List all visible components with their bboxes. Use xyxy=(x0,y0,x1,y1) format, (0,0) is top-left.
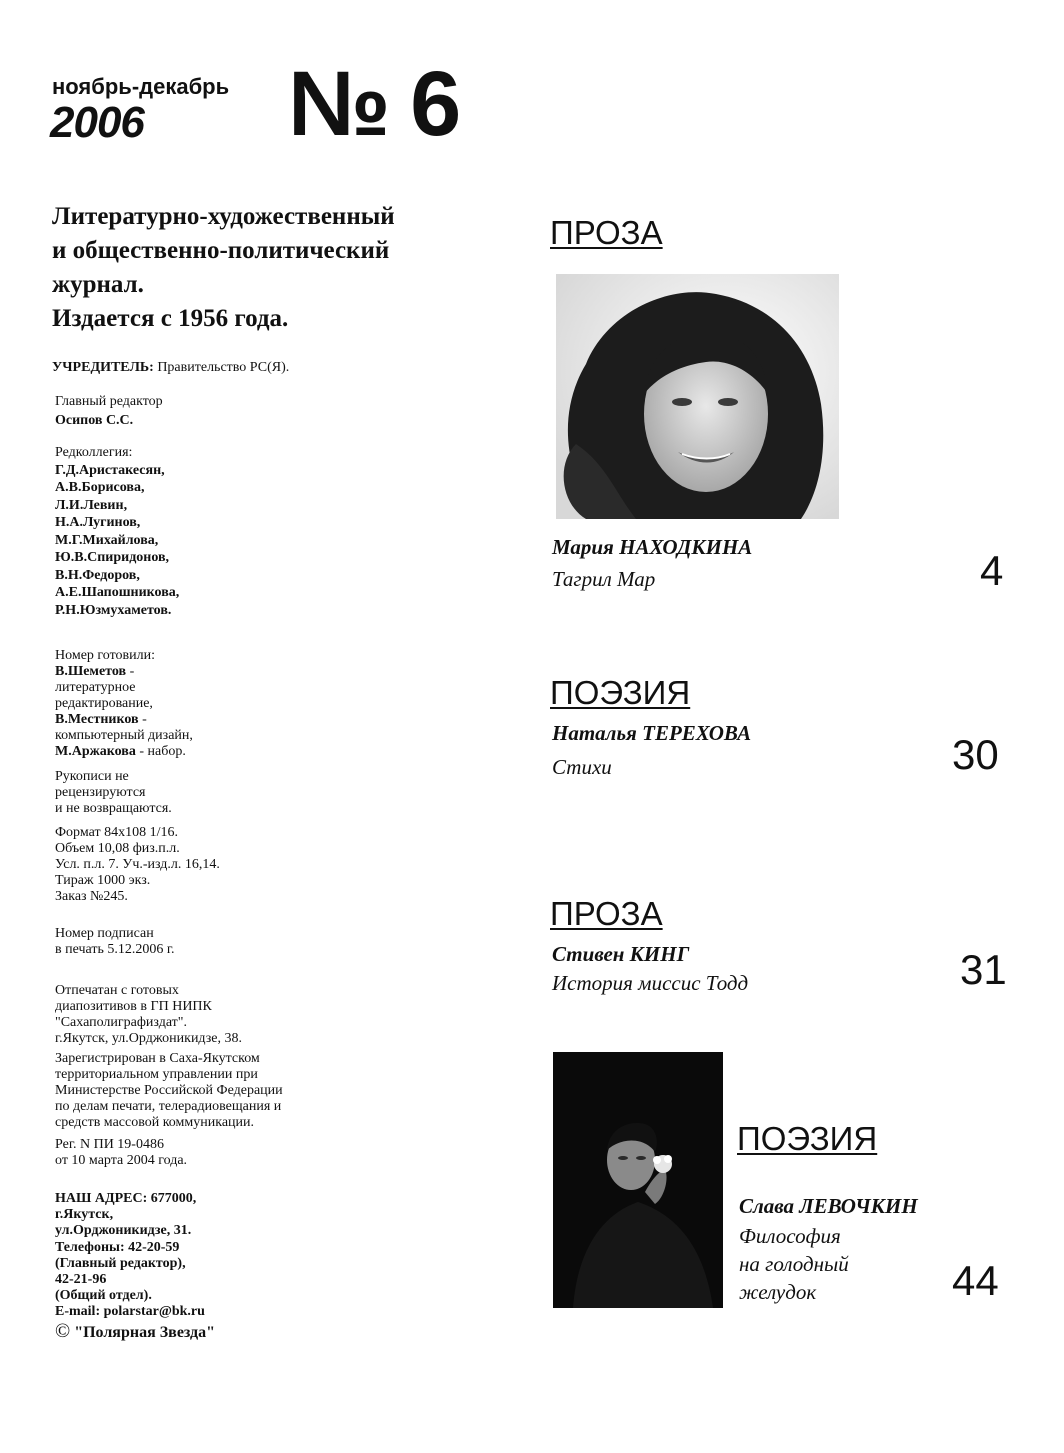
toc-work: Тагрил Мар xyxy=(552,567,656,591)
author-photo-nakhodkina xyxy=(556,274,839,519)
chief-editor-label: Главный редактор xyxy=(55,394,163,409)
chief-editor-name: Осипов С.С. xyxy=(55,413,134,428)
printed-by xyxy=(55,983,242,1047)
prepared-by xyxy=(55,648,193,760)
editorial-board-label: Редколлегия: xyxy=(55,445,133,460)
address-line: г.Якутск, xyxy=(55,1207,114,1223)
toc-section-title: ПОЭЗИЯ xyxy=(737,1120,878,1157)
format-line: Объем 10,08 физ.п.л. xyxy=(55,841,180,856)
address xyxy=(55,1191,205,1321)
registration-line: территориальном управлении при xyxy=(55,1067,258,1082)
copyright-icon: © xyxy=(55,1320,71,1342)
preparer-role: - xyxy=(138,712,147,727)
board-member: А.В.Борисова, xyxy=(55,480,145,495)
address-line: ул.Орджоникидзе, 31. xyxy=(55,1223,192,1239)
issue-month: ноябрь-декабрь xyxy=(52,74,230,99)
toc-section-title: ПОЭЗИЯ xyxy=(550,674,691,711)
toc-page-number: 31 xyxy=(960,946,1007,993)
format-line: Тираж 1000 экз. xyxy=(55,873,151,888)
toc-work: История миссис Тодд xyxy=(552,971,749,995)
copyright xyxy=(55,1320,215,1343)
toc-author: Слава ЛЕВОЧКИН xyxy=(739,1194,918,1218)
board-member: Г.Д.Аристакесян, xyxy=(55,462,165,478)
printed-line: Отпечатан с готовых xyxy=(55,983,179,998)
copyright-text: "Полярная Звезда" xyxy=(74,1324,216,1341)
portrait-image xyxy=(553,1052,723,1308)
printed-line: г.Якутск, ул.Орджоникидзе, 38. xyxy=(55,1031,242,1046)
address-line: (Главный редактор), xyxy=(55,1255,186,1271)
registration-line: средств массовой коммуникации. xyxy=(55,1115,255,1130)
preparer-name: М.Аржакова xyxy=(55,744,136,759)
toc-section-title: ПРОЗА xyxy=(550,895,663,932)
description-line: Литературно-художественный xyxy=(52,203,395,230)
board-member: Р.Н.Юзмухаметов. xyxy=(55,602,172,618)
printed-line: диапозитивов в ГП НИПК xyxy=(55,999,212,1014)
description-line: и общественно-политический xyxy=(52,237,390,264)
format-line: Формат 84х108 1/16. xyxy=(55,825,178,840)
address-line: 42-21-96 xyxy=(55,1272,107,1288)
signed-line: в печать 5.12.2006 г. xyxy=(55,942,175,957)
issue-year: 2006 xyxy=(50,98,144,147)
portrait-image xyxy=(556,274,839,519)
format-line: Усл. п.л. 7. Уч.-изд.л. 16,14. xyxy=(55,857,220,872)
toc-work-line: желудок xyxy=(739,1280,817,1304)
toc-author: Стивен КИНГ xyxy=(552,942,690,966)
toc-work xyxy=(739,1222,849,1306)
registration xyxy=(55,1051,283,1131)
board-member: Ю.В.Спиридонов, xyxy=(55,550,170,565)
printed-line: "Сахаполиграфиздат". xyxy=(55,1015,188,1030)
toc-work: Стихи xyxy=(552,755,612,779)
preparer-role: - xyxy=(126,664,135,679)
preparer-role: - набор. xyxy=(135,744,186,759)
preparer-role: компьютерный дизайн, xyxy=(55,728,193,743)
address-line: НАШ АДРЕС: 677000, xyxy=(55,1191,197,1206)
manuscripts-line: Рукописи не xyxy=(55,769,129,784)
manuscripts-line: рецензируются xyxy=(55,785,146,800)
address-line: (Общий отдел). xyxy=(55,1288,152,1304)
toc-work-line: на голодный xyxy=(739,1252,849,1276)
prepared-label: Номер готовили: xyxy=(55,648,156,663)
signed-to-print xyxy=(55,926,175,958)
preparer-name: В.Шеметов xyxy=(55,664,127,679)
toc-page-number: 44 xyxy=(952,1257,999,1304)
reg-line: от 10 марта 2004 года. xyxy=(55,1153,188,1168)
registration-number xyxy=(55,1137,187,1169)
board-member: А.Е.Шапошникова, xyxy=(55,585,180,600)
print-format xyxy=(55,825,220,905)
founder-value: Правительство РС(Я). xyxy=(157,360,290,375)
chief-editor xyxy=(55,394,163,429)
issue-number: № 6 xyxy=(288,53,459,155)
address-line: Телефоны: 42-20-59 xyxy=(55,1239,180,1255)
board-member: Н.А.Лугинов, xyxy=(55,515,141,530)
board-member: М.Г.Михайлова, xyxy=(55,532,159,548)
toc-page-number: 30 xyxy=(952,731,999,778)
registration-line: Министерстве Российской Федерации xyxy=(55,1083,283,1098)
toc-author: Мария НАХОДКИНА xyxy=(552,535,753,559)
manuscripts-notice xyxy=(55,769,172,817)
journal-description xyxy=(52,200,395,336)
toc-author: Наталья ТЕРЕХОВА xyxy=(552,721,752,745)
board-member: Л.И.Левин, xyxy=(55,497,128,513)
preparer-role: литературное xyxy=(55,680,136,695)
description-line: журнал. xyxy=(52,271,144,298)
toc-section-title: ПРОЗА xyxy=(550,214,663,251)
author-photo-levochkin xyxy=(553,1052,723,1308)
registration-line: по делам печати, телерадиовещания и xyxy=(55,1099,282,1114)
preparer-name: В.Местников xyxy=(55,712,139,727)
toc-page-number: 4 xyxy=(980,547,1004,594)
editorial-board xyxy=(55,444,179,619)
toc-work-line: Философия xyxy=(739,1224,841,1248)
address-line: E-mail: polarstar@bk.ru xyxy=(55,1304,205,1320)
manuscripts-line: и не возвращаются. xyxy=(55,801,172,816)
board-member: В.Н.Федоров, xyxy=(55,567,140,583)
preparer-role: редактирование, xyxy=(55,696,153,711)
description-line: Издается с 1956 года. xyxy=(52,305,289,332)
registration-line: Зарегистрирован в Саха-Якутском xyxy=(55,1051,260,1066)
reg-line: Рег. N ПИ 19-0486 xyxy=(55,1137,164,1152)
format-line: Заказ №245. xyxy=(55,889,128,904)
signed-line: Номер подписан xyxy=(55,926,154,941)
founder xyxy=(52,360,289,376)
founder-label: УЧРЕДИТЕЛЬ: xyxy=(52,360,154,375)
